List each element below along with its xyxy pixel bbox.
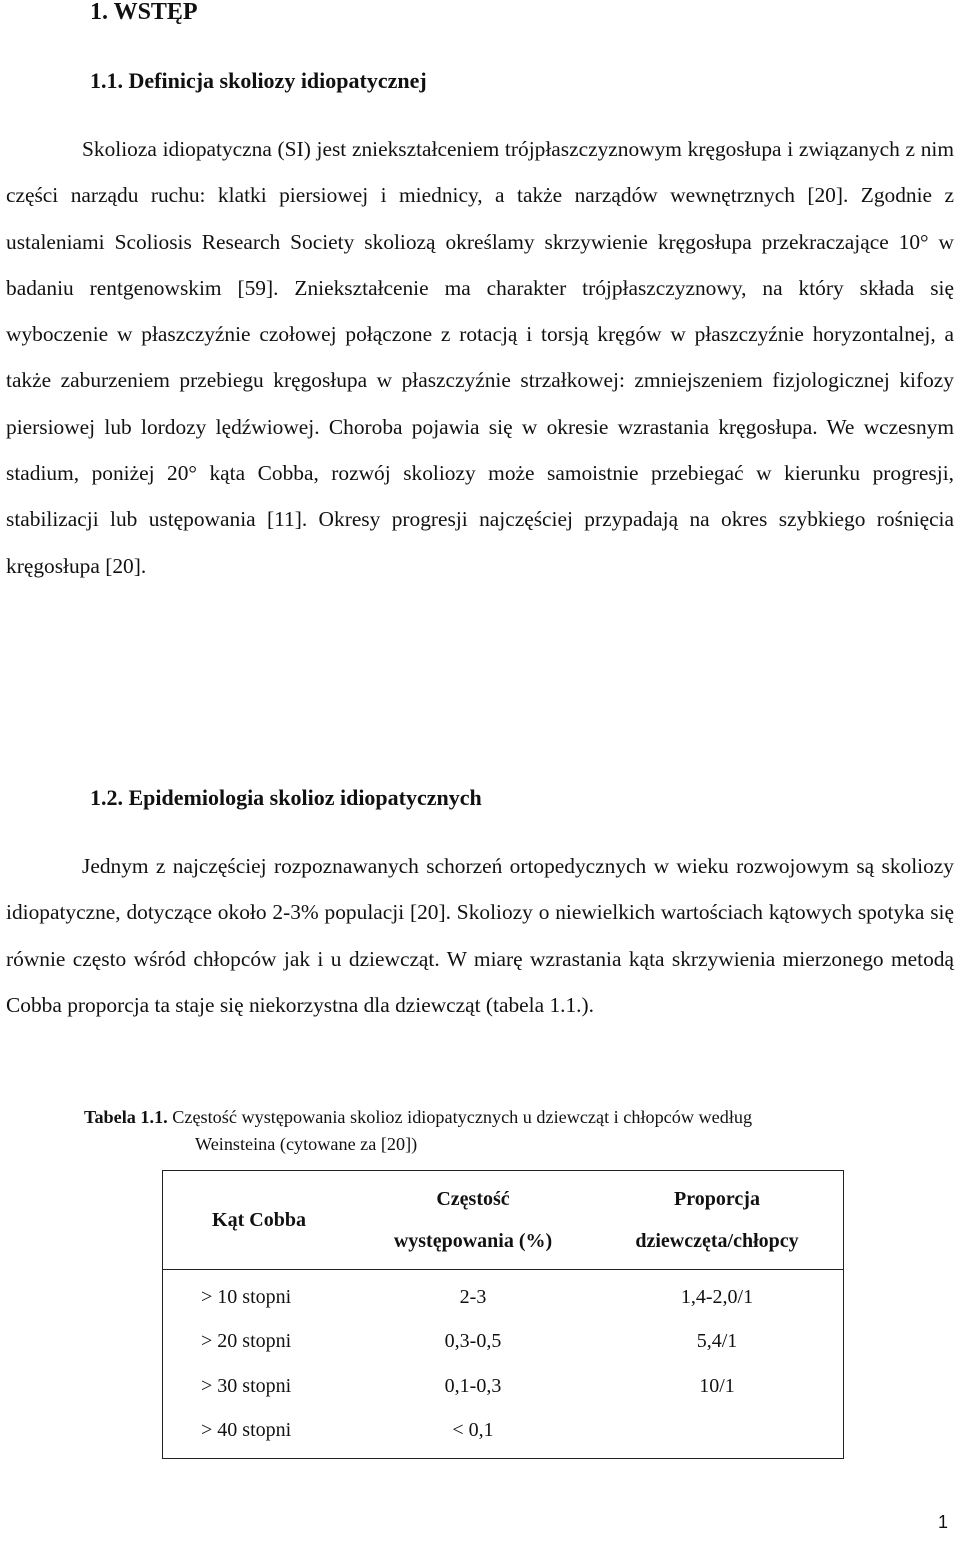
- page-number: 1: [937, 1512, 948, 1532]
- table-caption: [84, 1104, 924, 1158]
- section-title-definition: 1.1. Definicja skoliozy idiopatycznej: [90, 68, 427, 93]
- cell-proportion: 1,4-2,0/1: [680, 1285, 754, 1308]
- section-title-epidemiology: 1.2. Epidemiologia skolioz idiopatycznych: [90, 785, 482, 810]
- chapter-title: 1. WSTĘP: [90, 0, 198, 25]
- cell-angle: > 10 stopni: [201, 1285, 292, 1308]
- table-caption-text-line2: Weinsteina (cytowane za [20]): [195, 1134, 418, 1154]
- table-row: [163, 1320, 844, 1365]
- header-proportion: Proporcja dziewczęta/chłopcy: [591, 1171, 844, 1270]
- paragraph-epidemiology: Jednym z najczęściej rozpoznawanych schorzeń ortopedycznych w wieku rozwojowym są skoliozy idiopatyczne, dotyczące około 2-3% populacji [20]. Skoliozy o niewielkich wartościach kątowych spotyka się równie często wśród chłopców jak i u dziewcząt. W miarę wzrastania kąta skrzywienia mierzonego metodą Cobba proporcja ta staje się niekorzystna dla dziewcząt (tabela 1.1.).: [6, 854, 954, 1017]
- table-header-row: [163, 1171, 844, 1270]
- table-caption-text-line1: Częstość występowania skolioz idiopatycznych u dziewcząt i chłopców według: [167, 1107, 753, 1127]
- cell-frequency: < 0,1: [452, 1419, 494, 1442]
- cell-frequency: 2-3: [459, 1285, 487, 1308]
- table-row: [163, 1270, 844, 1320]
- cell-frequency: 0,1-0,3: [444, 1374, 502, 1397]
- table-row: [163, 1364, 844, 1409]
- header-frequency: Częstość występowania (%): [355, 1171, 591, 1270]
- paragraph-definition: Skolioza idiopatyczna (SI) jest zniekształceniem trójpłaszczyznowym kręgosłupa i związanych z nim części narządu ruchu: klatki piersiowej i miednicy, a także narządów wewnętrznych [20]. Zgodnie z ustaleniami Scoliosis Research Society skoliozą określamy skrzywienie kręgosłupa przekraczające 10° w badaniu rentgenowskim [59]. Zniekształcenie ma charakter trójpłaszczyznowy, na który składa się wyboczenie w płaszczyźnie czołowej połączone z rotacją i torsją kręgów w płaszczyźnie horyzontalnej, a także zaburzeniem przebiegu kręgosłupa w płaszczyźnie strzałkowej: zmniejszeniem fizjologicznej kifozy piersiowej lub lordozy lędźwiowej. Choroba pojawia się w okresie wzrastania kręgosłupa. We wczesnym stadium, poniżej 20° kąta Cobba, rozwój skoliozy może samoistnie przebiegać w kierunku progresji, stabilizacji lub ustępowania [11]. Okresy progresji najczęściej przypadają na okres szybkiego rośnięcia kręgosłupa [20].: [6, 137, 954, 578]
- table-row: [163, 1409, 844, 1459]
- cell-frequency: 0,3-0,5: [444, 1330, 502, 1353]
- cell-proportion: 10/1: [699, 1374, 735, 1397]
- frequency-table: [162, 1170, 844, 1459]
- cell-proportion: [591, 1409, 844, 1459]
- cell-angle: > 40 stopni: [201, 1419, 292, 1442]
- header-cobba-angle: Kąt Cobba: [163, 1171, 356, 1270]
- table-caption-label: Tabela 1.1.: [84, 1107, 168, 1127]
- cell-angle: > 30 stopni: [201, 1374, 292, 1397]
- cell-proportion: 5,4/1: [696, 1330, 738, 1353]
- cell-angle: > 20 stopni: [201, 1330, 292, 1353]
